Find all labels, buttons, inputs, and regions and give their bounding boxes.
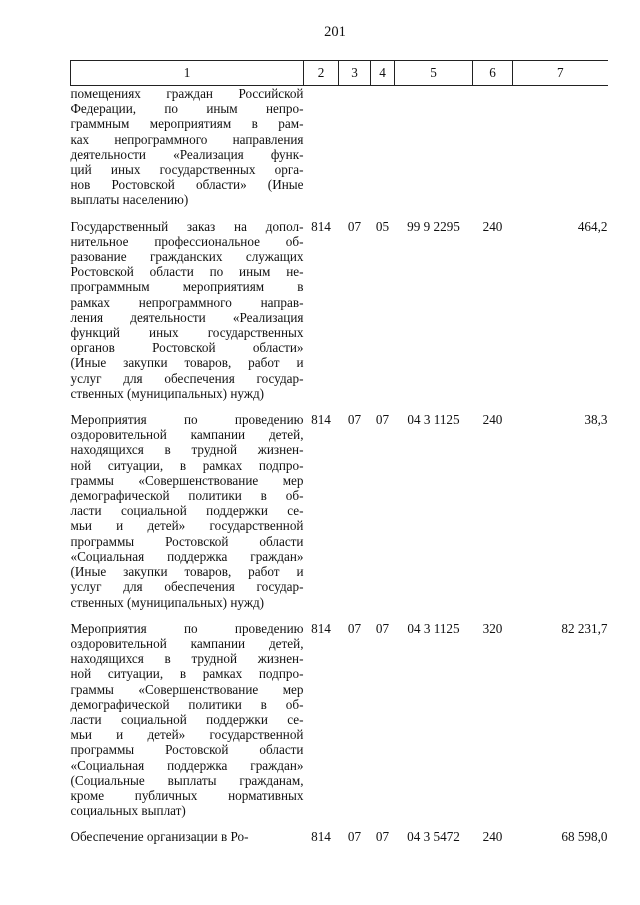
description-line: ственных (муниципальных) нужд)	[70, 385, 265, 401]
description-line: оздоровительной кампании детей,	[70, 635, 304, 651]
ministry-code	[304, 86, 339, 219]
target-article-code: 04 3 1125	[407, 412, 460, 428]
row-description	[71, 412, 304, 621]
target-article-code: 04 3 5472	[407, 829, 460, 845]
description-line: мьи и детей» государственной	[70, 727, 304, 743]
amount-value: 82 231,7	[561, 620, 608, 636]
description-line: мьи и детей» государственной	[70, 518, 304, 534]
row-description	[71, 621, 304, 830]
description-line: ной ситуации, в рамках подпро-	[70, 666, 304, 682]
table-body	[71, 86, 608, 856]
description-line: ственных (муниципальных) нужд)	[70, 594, 265, 610]
description-line: находящихся в трудной жизнен-	[70, 442, 304, 458]
description-line: услуг для обеспечения государ-	[70, 579, 304, 595]
section-code: 07	[347, 620, 362, 636]
description-line: нов Ростовской области» (Иные	[70, 177, 304, 193]
ministry-code: 814	[311, 412, 331, 428]
description-line: Мероприятия по проведению	[70, 412, 304, 428]
description-line: ций иных государственных орга-	[70, 162, 304, 178]
description-line: услуг для обеспечения государ-	[70, 370, 304, 386]
expense-type-code: 240	[482, 218, 503, 234]
column-header: 2	[304, 61, 339, 86]
description-line: (Социальные выплаты гражданам,	[70, 772, 304, 788]
description-line: демографической политики в об-	[70, 696, 304, 712]
description-line: социальных выплат)	[70, 803, 186, 819]
table-row	[71, 829, 608, 855]
description-line: Мероприятия по проведению	[70, 620, 304, 636]
description-line: ной ситуации, в рамках подпро-	[70, 457, 304, 473]
row-description	[71, 829, 304, 855]
expense-type-code: 240	[482, 412, 503, 428]
section-code: 07	[347, 218, 362, 234]
target-article-code: 04 3 1125	[407, 620, 460, 636]
subsection-code	[371, 86, 395, 219]
description-line: (Иные закупки товаров, работ и	[70, 355, 304, 371]
description-line: Обеспечение организации в Ро-	[70, 829, 249, 845]
table-row	[71, 219, 608, 412]
subsection-code: 07	[375, 829, 390, 845]
row-description	[71, 219, 304, 412]
table-row	[71, 412, 608, 621]
target-article-code: 99 9 2295	[407, 218, 460, 234]
description-line: демографической политики в об-	[70, 488, 304, 504]
ministry-code: 814	[311, 829, 331, 845]
description-line: (Иные закупки товаров, работ и	[70, 564, 304, 580]
description-line: граммным мероприятиям в рам-	[70, 116, 304, 132]
subsection-code: 07	[375, 412, 390, 428]
column-header: 5	[395, 61, 473, 86]
row-description	[71, 86, 304, 219]
page-number: 201	[324, 24, 346, 40]
amount-value	[513, 86, 608, 219]
description-line: оздоровительной кампании детей,	[70, 427, 304, 443]
description-line: Федерации, по иным непро-	[70, 101, 304, 117]
ministry-code: 814	[311, 218, 331, 234]
table-row	[71, 621, 608, 830]
description-line: выплаты населению)	[70, 192, 189, 208]
subsection-code: 05	[375, 218, 390, 234]
description-line: ления деятельности «Реализация	[70, 309, 304, 325]
budget-table	[70, 60, 608, 856]
description-line: «Социальная поддержка граждан»	[70, 548, 304, 564]
description-line: деятельности «Реализация функ-	[70, 146, 304, 162]
column-header: 4	[371, 61, 395, 86]
column-header: 6	[473, 61, 513, 86]
section-code	[339, 86, 371, 219]
column-header: 1	[71, 61, 304, 86]
amount-value: 38,3	[584, 412, 608, 428]
description-line: ках непрограммного направления	[70, 131, 304, 147]
amount-value: 68 598,0	[561, 829, 608, 845]
table-header-row	[71, 61, 608, 86]
description-line: помещениях граждан Российской	[70, 86, 304, 101]
description-line: программным мероприятиям в	[70, 279, 304, 295]
expense-type-code: 320	[482, 620, 503, 636]
target-article-code	[395, 86, 473, 219]
description-line: «Социальная поддержка граждан»	[70, 757, 304, 773]
description-line: граммы «Совершенствование мер	[70, 472, 304, 488]
description-line: нительное профессиональное об-	[70, 233, 304, 249]
description-line: программы Ростовской области	[70, 533, 304, 549]
description-line: находящихся в трудной жизнен-	[70, 651, 304, 667]
description-line: Ростовской области по иным не-	[70, 264, 304, 280]
description-line: разование гражданских служащих	[70, 249, 304, 265]
description-line: органов Ростовской области»	[70, 340, 304, 356]
amount-value: 464,2	[577, 218, 608, 234]
description-line: ласти социальной поддержки се-	[70, 711, 304, 727]
column-header: 3	[339, 61, 371, 86]
description-line: функций иных государственных	[70, 325, 304, 341]
subsection-code: 07	[375, 620, 390, 636]
expense-type-code: 240	[482, 829, 503, 845]
table-row	[71, 86, 608, 219]
description-line: программы Ростовской области	[70, 742, 304, 758]
description-line: ласти социальной поддержки се-	[70, 503, 304, 519]
description-line: Государственный заказ на допол-	[70, 218, 304, 234]
expense-type-code	[473, 86, 513, 219]
section-code: 07	[347, 412, 362, 428]
description-line: рамках непрограммного направ-	[70, 294, 304, 310]
section-code: 07	[347, 829, 362, 845]
description-line: граммы «Совершенствование мер	[70, 681, 304, 697]
ministry-code: 814	[311, 620, 331, 636]
column-header: 7	[513, 61, 608, 86]
description-line: кроме публичных нормативных	[70, 787, 304, 803]
